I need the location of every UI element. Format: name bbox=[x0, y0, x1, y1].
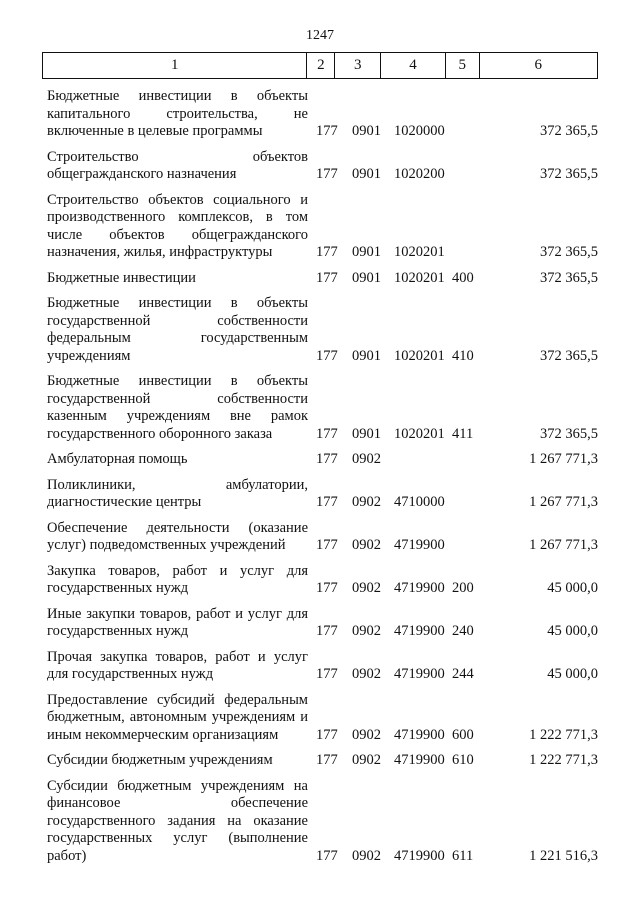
row-amount: 1 267 771,3 bbox=[529, 451, 598, 467]
row-ministry-code: 177 bbox=[316, 726, 338, 743]
row-amount: 1 221 516,3 bbox=[529, 847, 598, 864]
row-section-code: 0901 bbox=[352, 166, 381, 182]
row-ministry-code: 177 bbox=[316, 166, 338, 182]
row-target-article: 1020201 bbox=[394, 269, 445, 286]
page-number: 1247 bbox=[306, 28, 334, 43]
column-header-table bbox=[42, 52, 598, 79]
row-ministry-code: 177 bbox=[316, 623, 338, 639]
table-row bbox=[0, 516, 640, 559]
row-description: Бюджетные инвестиции в объекты капитального строительства, не включенные в целевые программы bbox=[47, 88, 308, 139]
row-expense-type: 240 bbox=[452, 623, 474, 639]
row-amount: 372 365,5 bbox=[540, 425, 598, 442]
row-description: Прочая закупка товаров, работ и услуг для государственных нужд bbox=[47, 648, 308, 682]
table-row bbox=[0, 559, 640, 602]
row-ministry-code: 177 bbox=[316, 123, 338, 139]
row-target-article: 4719900 bbox=[394, 580, 445, 596]
row-expense-type: 244 bbox=[452, 666, 474, 682]
column-header-4: 4 bbox=[381, 53, 446, 79]
column-header-row bbox=[43, 53, 598, 79]
row-target-article: 1020201 bbox=[394, 425, 445, 442]
row-amount: 372 365,5 bbox=[540, 269, 598, 286]
row-target-article: 4719900 bbox=[394, 726, 445, 743]
row-amount: 45 000,0 bbox=[547, 623, 598, 639]
table-row bbox=[0, 369, 640, 447]
row-section-code: 0902 bbox=[352, 726, 381, 743]
row-target-article: 1020000 bbox=[394, 123, 445, 139]
row-description: Бюджетные инвестиции в объекты государственной собственности казенным учреждениям вне рамок государственного оборонного заказа bbox=[47, 373, 308, 442]
row-description: Амбулаторная помощь bbox=[47, 451, 188, 467]
row-amount: 1 222 771,3 bbox=[529, 752, 598, 768]
row-ministry-code: 177 bbox=[316, 269, 338, 286]
row-expense-type: 411 bbox=[452, 425, 474, 442]
row-target-article: 1020200 bbox=[394, 166, 445, 182]
row-target-article: 1020201 bbox=[394, 347, 445, 364]
row-expense-type: 200 bbox=[452, 580, 474, 596]
row-ministry-code: 177 bbox=[316, 847, 338, 864]
row-description: Строительство объектов социального и производственного комплексов, в том числе объектов общегражданского назначения, жилья, инфраструктуры bbox=[47, 191, 308, 260]
row-description: Поликлиники, амбулатории, диагностические центры bbox=[47, 476, 308, 510]
row-expense-type: 600 bbox=[452, 726, 474, 743]
row-description: Обеспечение деятельности (оказание услуг) подведомственных учреждений bbox=[47, 519, 308, 553]
row-amount: 1 222 771,3 bbox=[529, 726, 598, 743]
row-ministry-code: 177 bbox=[316, 752, 338, 768]
row-ministry-code: 177 bbox=[316, 451, 338, 467]
row-description: Закупка товаров, работ и услуг для государственных нужд bbox=[47, 562, 308, 596]
row-amount: 45 000,0 bbox=[547, 580, 598, 596]
row-description: Бюджетные инвестиции bbox=[47, 269, 196, 286]
column-header-5: 5 bbox=[445, 53, 479, 79]
row-amount: 45 000,0 bbox=[547, 666, 598, 682]
row-section-code: 0902 bbox=[352, 494, 381, 510]
row-expense-type: 611 bbox=[452, 847, 474, 864]
table-row bbox=[0, 145, 640, 188]
row-description: Субсидии бюджетным учреждениям bbox=[47, 752, 273, 768]
row-section-code: 0901 bbox=[352, 244, 381, 260]
table-row bbox=[0, 291, 640, 369]
row-ministry-code: 177 bbox=[316, 537, 338, 553]
row-target-article: 4719900 bbox=[394, 537, 445, 553]
row-description: Предоставление субсидий федеральным бюджетным, автономным учреждениям и иным некоммерческим организациям bbox=[47, 691, 308, 743]
row-amount: 372 365,5 bbox=[540, 166, 598, 182]
row-ministry-code: 177 bbox=[316, 347, 338, 364]
table-row bbox=[0, 688, 640, 749]
row-section-code: 0901 bbox=[352, 425, 381, 442]
table-row bbox=[0, 473, 640, 516]
row-section-code: 0901 bbox=[352, 269, 381, 286]
row-expense-type: 410 bbox=[452, 347, 474, 364]
row-amount: 372 365,5 bbox=[540, 244, 598, 260]
row-expense-type: 400 bbox=[452, 269, 474, 286]
column-header-1: 1 bbox=[43, 53, 307, 79]
row-target-article: 4719900 bbox=[394, 623, 445, 639]
column-header-3: 3 bbox=[335, 53, 381, 79]
table-row bbox=[0, 188, 640, 266]
row-amount: 1 267 771,3 bbox=[529, 494, 598, 510]
table-row bbox=[0, 84, 640, 145]
row-section-code: 0902 bbox=[352, 451, 381, 467]
row-section-code: 0902 bbox=[352, 847, 381, 864]
row-description: Строительство объектов общегражданского назначения bbox=[47, 148, 308, 182]
row-section-code: 0901 bbox=[352, 347, 381, 364]
row-target-article: 4710000 bbox=[394, 494, 445, 510]
row-target-article: 1020201 bbox=[394, 244, 445, 260]
row-amount: 1 267 771,3 bbox=[529, 537, 598, 553]
row-expense-type: 610 bbox=[452, 752, 474, 768]
column-header-6: 6 bbox=[479, 53, 597, 79]
row-ministry-code: 177 bbox=[316, 244, 338, 260]
row-target-article: 4719900 bbox=[394, 752, 445, 768]
row-amount: 372 365,5 bbox=[540, 347, 598, 364]
row-section-code: 0902 bbox=[352, 666, 381, 682]
row-ministry-code: 177 bbox=[316, 494, 338, 510]
row-description: Субсидии бюджетным учреждениям на финансовое обеспечение государственного задания на оказание государственных услуг (выполнение работ) bbox=[47, 777, 308, 864]
row-section-code: 0902 bbox=[352, 580, 381, 596]
column-header-2: 2 bbox=[307, 53, 335, 79]
row-amount: 372 365,5 bbox=[540, 123, 598, 139]
row-section-code: 0901 bbox=[352, 123, 381, 139]
row-target-article: 4719900 bbox=[394, 847, 445, 864]
row-section-code: 0902 bbox=[352, 623, 381, 639]
table-row bbox=[0, 748, 640, 774]
row-ministry-code: 177 bbox=[316, 580, 338, 596]
row-ministry-code: 177 bbox=[316, 425, 338, 442]
table-row bbox=[0, 774, 640, 870]
table-row bbox=[0, 645, 640, 688]
table-row bbox=[0, 602, 640, 645]
budget-table-body bbox=[0, 84, 640, 869]
row-section-code: 0902 bbox=[352, 752, 381, 768]
row-description: Иные закупки товаров, работ и услуг для государственных нужд bbox=[47, 605, 308, 639]
row-section-code: 0902 bbox=[352, 537, 381, 553]
row-ministry-code: 177 bbox=[316, 666, 338, 682]
row-target-article: 4719900 bbox=[394, 666, 445, 682]
table-row bbox=[0, 447, 640, 473]
table-row bbox=[0, 266, 640, 292]
row-description: Бюджетные инвестиции в объекты государственной собственности федеральным государственным учреждениям bbox=[47, 295, 308, 364]
